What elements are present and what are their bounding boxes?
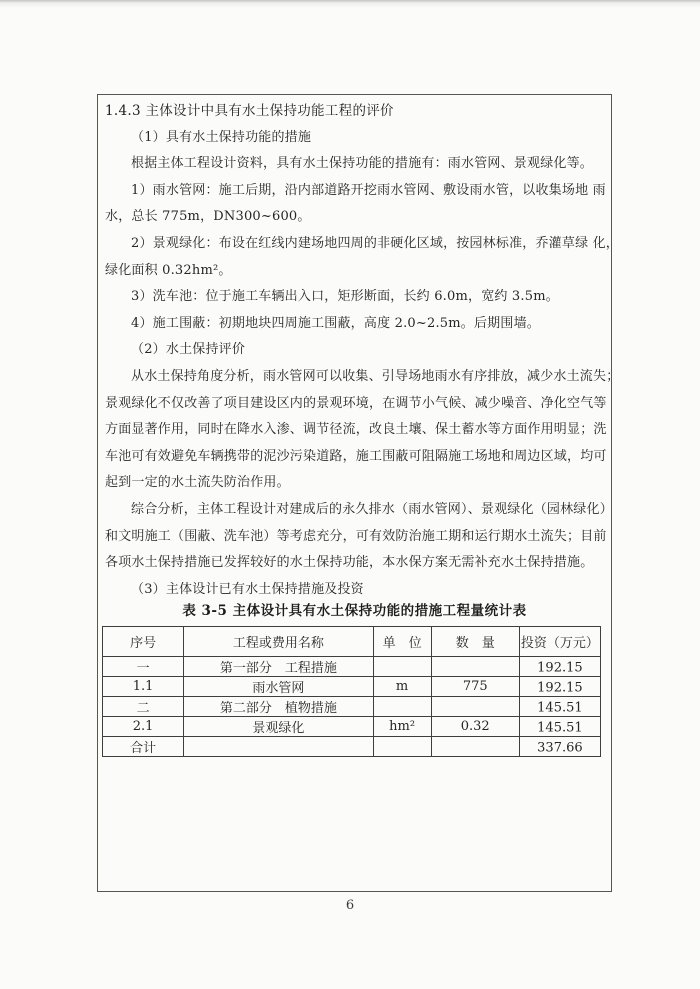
page-number: 6 [345, 898, 355, 913]
table-header-cell: 工程或费用名称 [184, 627, 373, 657]
table-cell: 雨水管网 [184, 677, 373, 697]
text-line: 和文明施工（围蔽、洗车池）等考虑充分，可有效防治施工期和运行期水土流失；目前 [105, 528, 607, 544]
table-cell [519, 697, 600, 717]
text-line: 4）施工围蔽：初期地块四周施工围蔽，高度 2.0~2.5m。后期围墙。 [131, 315, 540, 331]
measures-table [102, 626, 601, 757]
table-cell [184, 737, 373, 757]
table-cell: 2.1 [103, 717, 184, 737]
text-line: 车池可有效避免车辆携带的泥沙污染道路，施工围蔽可阻隔施工场地和周边区域，均可 [105, 448, 607, 464]
text-line: 绿化面积 0.32hm²。 [105, 262, 232, 278]
text-line: 方面显著作用，同时在降水入渗、调节径流，改良土壤、保土蓄水等方面作用明显；洗 [105, 422, 607, 438]
text-line: 各项水土保持措施已发挥较好的水土保持功能，本水保方案无需补充水土保持措施。 [105, 555, 594, 571]
table-cell: 一 [103, 657, 184, 677]
document-body [105, 98, 620, 603]
text-line: 2）景观绿化：布设在红线内建场地四周的非硬化区域，按园林标准，乔灌草绿 化， [131, 235, 620, 251]
text-line: 根据主体工程设计资料，具有水土保持功能的措施有：雨水管网、景观绿化等。 [131, 156, 594, 172]
text-line: 起到一定的水土流失防治作用。 [105, 475, 290, 491]
section-heading: 1.4.3 主体设计中具有水土保持功能工程的评价 [105, 103, 394, 119]
table-cell [431, 737, 519, 757]
text-line: （1）具有水土保持功能的措施 [131, 129, 312, 145]
table-cell [519, 717, 600, 737]
table-row [103, 717, 601, 737]
table-header-row [103, 627, 601, 657]
table-cell: 景观绿化 [184, 717, 373, 737]
measures-table-container [102, 626, 601, 757]
table-cell: m [373, 677, 431, 697]
invest-value: 145.51 [537, 720, 583, 736]
text-line: 水，总长 775m，DN300~600。 [105, 209, 311, 225]
invest-value: 337.66 [537, 740, 583, 756]
table-cell: 第二部分 植物措施 [184, 697, 373, 717]
table-cell [519, 677, 600, 697]
table-cell: 二 [103, 697, 184, 717]
invest-value: 145.51 [537, 700, 583, 716]
table-cell: 第一部分 工程措施 [184, 657, 373, 677]
table-cell [373, 657, 431, 677]
text-line: （3）主体设计已有水土保持措施及投资 [131, 581, 364, 597]
invest-value: 192.15 [537, 680, 583, 696]
table-cell: 0.32 [431, 717, 519, 737]
table-cell [431, 697, 519, 717]
document-border-frame [97, 94, 620, 892]
table-caption: 表 3-5 主体设计具有水土保持功能的措施工程量统计表 [182, 603, 527, 619]
table-header-cell: 序号 [103, 627, 184, 657]
table-cell [431, 657, 519, 677]
table-row [103, 657, 601, 677]
table-header-cell: 单 位 [373, 627, 431, 657]
table-cell [519, 657, 600, 677]
scan-edge-shadow [0, 0, 700, 8]
table-header-cell: 数 量 [431, 627, 519, 657]
text-line: 从水土保持角度分析，雨水管网可以收集、引导场地雨水有序排放，减少水土流失； [131, 368, 620, 384]
table-row [103, 737, 601, 757]
table-header-cell: 投资（万元） [519, 627, 600, 657]
text-line: （2）水土保持评价 [131, 342, 246, 358]
table-cell [373, 737, 431, 757]
invest-value: 192.15 [537, 660, 583, 676]
table-row [103, 697, 601, 717]
table-cell: hm² [373, 717, 431, 737]
table-cell: 775 [431, 677, 519, 697]
table-cell [373, 697, 431, 717]
table-cell [519, 737, 600, 757]
text-line: 1）雨水管网：施工后期，沿内部道路开挖雨水管网、敷设雨水管，以收集场地 雨 [131, 182, 606, 198]
table-cell: 合计 [103, 737, 184, 757]
text-line: 3）洗车池：位于施工车辆出入口，矩形断面，长约 6.0m，宽约 3.5m。 [131, 289, 559, 305]
table-row [103, 677, 601, 697]
text-line: 综合分析，主体工程设计对建成后的永久排水（雨水管网）、景观绿化（园林绿化） [131, 501, 613, 517]
table-cell: 1.1 [103, 677, 184, 697]
text-line: 景观绿化不仅改善了项目建设区内的景观环境，在调节小气候、减少噪音、净化空气等 [105, 395, 607, 411]
